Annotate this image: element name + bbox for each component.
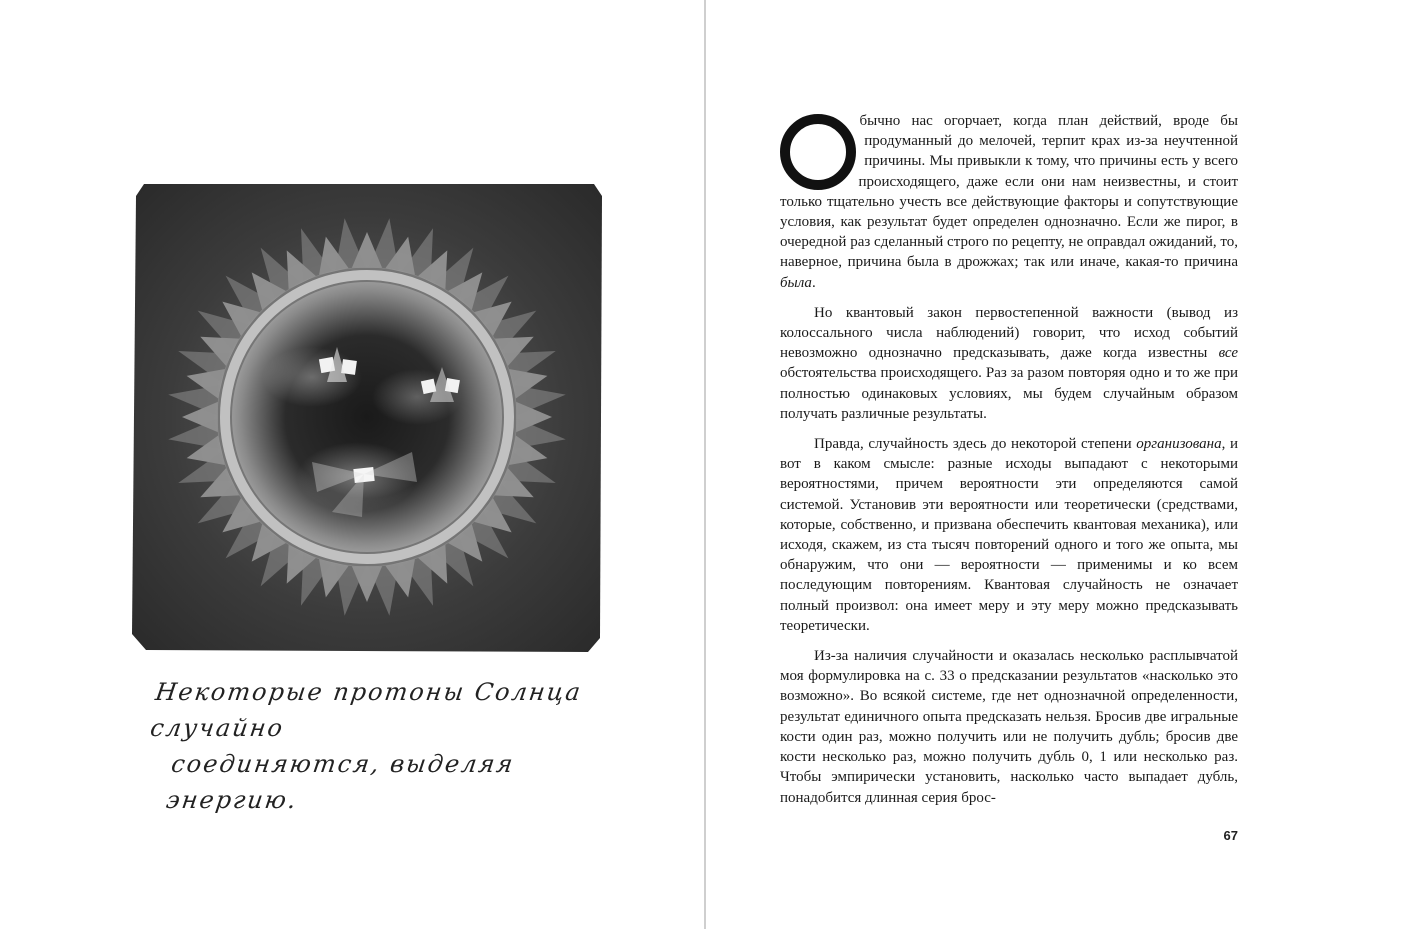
- left-page: [0, 0, 704, 929]
- body-text: [780, 111, 1238, 818]
- page-number: 67: [1223, 828, 1238, 843]
- paragraph-text: [780, 436, 1238, 634]
- text-run: Из-за наличия случайности и оказалась несколько расплывчатой моя формулировка на с. 33 о предсказании результатов «насколько это возможно». Во всякой системе, где нет однозначной определенности, результат единичного опыта предсказать нельзя. Бросив две игральные кости один раз, можно получить или не получить дубль; бросив две кости несколько раз, можно получить дубль 0, 1 или несколько раз. Чтобы эмпирически установить, насколько часто выпадает дубль, понадобится длинная серия брос-: [780, 648, 1238, 806]
- handwritten-caption: [138, 674, 598, 818]
- drop-cap: [780, 114, 856, 190]
- caption-line-1: Некоторые протоны Солнца случайно: [148, 678, 584, 742]
- italic-run: была: [780, 274, 812, 291]
- right-page: [706, 0, 1410, 929]
- text-run: Но квантовый закон первостепенной важности (вывод из колоссального числа наблюдений) говорит, что исход событий невозможно однозначно предсказывать, даже когда известны: [780, 304, 1238, 362]
- text-run: обстоятельства происходящего. Раз за разом повторяя одно и то же при полностью одинаковых условиях, мы будем случайным образом получать различные результаты.: [780, 365, 1238, 422]
- text-run: .: [811, 274, 816, 291]
- text-run: бычно нас огорчает, когда план действий, вроде бы продуманный до мелочей, терпит крах из-за неучтенной причины. Мы привыкли к тому, что причины есть у всего происходящего, даже если они нам неизвестны, и стоит только тщательно учесть все действующие факторы и сопутствующие условия, как результат будет определен однозначно. Если же пирог, в очередной раз сделанный строго по рецепту, не оправдал ожиданий, то, наверное, причина была в дрожжах; так или иначе, какая-то причина: [780, 113, 1238, 271]
- paragraph: [780, 434, 1238, 636]
- caption-line-2: соединяются, выделяя энергию.: [164, 750, 517, 814]
- paragraph-text: [780, 648, 1238, 805]
- paragraph: [780, 303, 1238, 424]
- paragraph-text: [780, 305, 1238, 422]
- paragraph: [780, 646, 1238, 808]
- text-run: Правда, случайность здесь до некоторой степени: [814, 436, 1137, 453]
- text-run: , и вот в каком смысле: разные исходы выпадают с некоторыми вероятностями, причем вероятности эти определяются самой системой. Установив эти вероятности или теоретически (средствами, которые, собственно, и призвана обеспечить квантовая механика), или исходя, скажем, из ста тысяч повторений одного и того же опыта, мы обнаружим, что они — вероятности — применимы и ко всем последующим повторениям. Квантовая случайность не означает полный произвол: она имеет меру и эту меру можно предсказывать теоретически.: [780, 436, 1238, 634]
- italic-run: все: [1218, 345, 1238, 362]
- sun-illustration: [132, 182, 602, 652]
- paragraph: [780, 111, 1238, 293]
- italic-run: организована: [1136, 436, 1222, 453]
